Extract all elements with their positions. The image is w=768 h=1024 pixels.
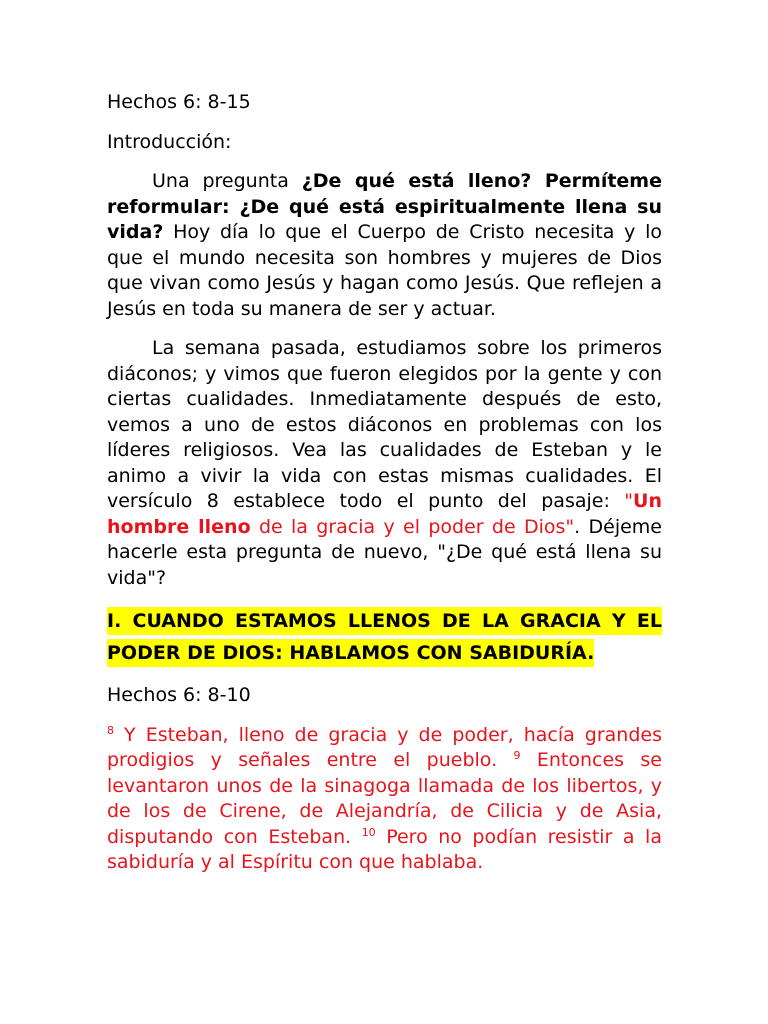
intro-text-2: Hoy día lo que el Cuerpo de Cristo necesita y lo que el mundo necesita son hombres y mujeres de Dios que vivan como Jesús y hagan como Jesús. Que reflejen a Jesús en toda su manera de ser y actuar. [107,221,662,320]
deacons-text-2: . Déjeme hacerle esta pregunta de nuevo, "¿De qué está llena su vida"? [107,515,662,589]
document-body [107,90,662,890]
verse-8: Y Esteban, lleno de gracia y de poder, hacía grandes prodigios y señales entre el pueblo. [107,723,662,771]
verse-number-9: 9 [513,749,521,762]
section-heading-highlight [107,607,662,667]
section-heading-1 [107,605,662,669]
intro-label: Introducción: [107,130,232,153]
quote-rest: de la gracia y el poder de Dios" [250,515,575,538]
reference-2: Hechos 6: 8-10 [107,684,251,706]
intro-paragraph [107,169,662,322]
scripture-passage [107,723,662,876]
intro-text-1: Una pregunta [152,170,302,192]
reference-title: Hechos 6: 8-15 [107,91,251,113]
section-heading-text: I. CUANDO ESTAMOS LLENOS DE LA GRACIA Y EL PODER DE DIOS: HABLAMOS CON SABIDURÍA [107,610,662,664]
deacons-paragraph [107,336,662,591]
verse-number-10: 10 [361,825,376,839]
verse-10: Pero no podían resistir a la sabiduría y al Espíritu con que hablaba. [107,825,662,873]
section-heading-period: . [587,642,595,664]
verse-9: Entonces se levantaron unos de la sinagoga llamada de los libertos, y de los de Cirene, de Alejandría, de Cilicia y de Asia, disputando con Esteban. [107,749,662,848]
quote-open: " [624,490,634,512]
deacons-text-1: La semana pasada, estudiamos sobre los primeros diáconos; y vimos que fueron elegidos por la gente y con ciertas cualidades. Inmediatamente después de esto, vemos a uno de estos diáconos en problemas con los líderes religiosos. Vea las cualidades de Esteban y le animo a vivir la vida con estas mismas cualidades. El versículo 8 establece todo el punto del pasaje: [107,337,662,512]
intro-question-bold: ¿De qué está lleno? Permíteme reformular: ¿De qué está espiritualmente llena su vida? [107,170,662,243]
verse-number-8: 8 [107,723,114,737]
quote-bold: Un hombre lleno [107,490,662,538]
